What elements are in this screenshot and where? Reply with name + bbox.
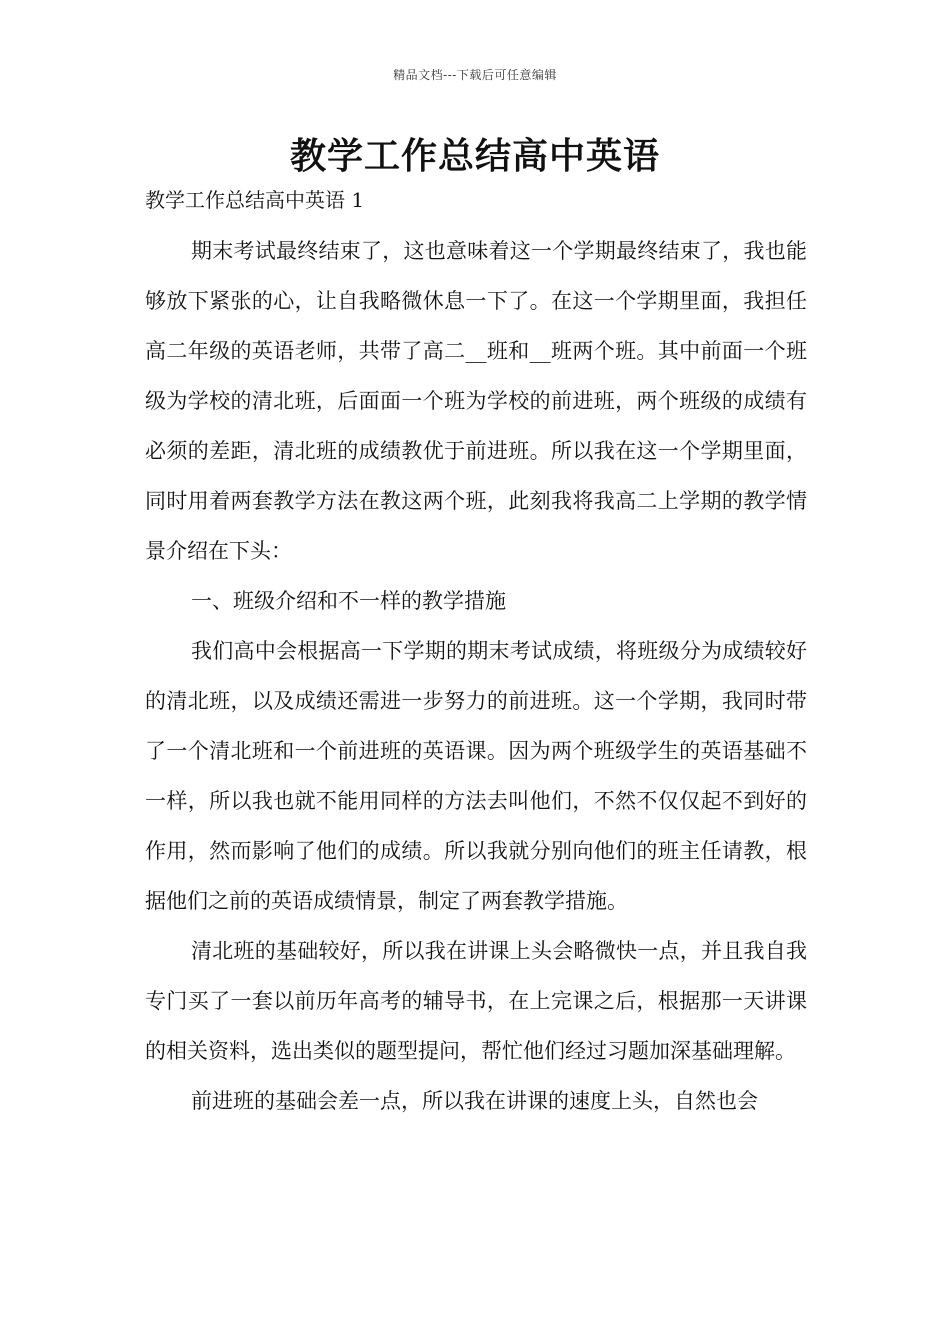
header-note: 精品文档---下载后可任意编辑 bbox=[393, 68, 557, 82]
document-body bbox=[145, 226, 807, 1126]
section-heading-1: 一、班级介绍和不一样的教学措施 bbox=[191, 589, 506, 613]
paragraph-1: 期末考试最终结束了，这也意味着这一个学期最终结束了，我也能够放下紧张的心，让自我略微休息一下了。在这一个学期里面，我担任高二年级的英语老师，共带了高二__班和__班两个班。其中前面一个班级为学校的清北班，后面面一个班为学校的前进班，两个班级的成绩有必须的差距，清北班的成绩教优于前进班。所以我在这一个学期里面，同时用着两套教学方法在教这两个班，此刻我将我高二上学期的教学情景介绍在下头： bbox=[145, 239, 807, 563]
document-subtitle: 教学工作总结高中英语 1 bbox=[145, 188, 365, 212]
paragraph-3: 清北班的基础较好，所以我在讲课上头会略微快一点，并且我自我专门买了一套以前历年高考的辅导书，在上完课之后，根据那一天讲课的相关资料，选出类似的题型提问，帮忙他们经过习题加深基础理解。 bbox=[145, 939, 807, 1063]
paragraph-2: 我们高中会根据高一下学期的期末考试成绩，将班级分为成绩较好的清北班，以及成绩还需进一步努力的前进班。这一个学期，我同时带了一个清北班和一个前进班的英语课。因为两个班级学生的英语基础不一样，所以我也就不能用同样的方法去叫他们，不然不仅仅起不到好的作用，然而影响了他们的成绩。所以我就分别向他们的班主任请教，根据他们之前的英语成绩情景，制定了两套教学措施。 bbox=[145, 639, 807, 913]
document-title: 教学工作总结高中英语 bbox=[289, 135, 660, 177]
paragraph-4: 前进班的基础会差一点，所以我在讲课的速度上头，自然也会 bbox=[191, 1089, 758, 1113]
